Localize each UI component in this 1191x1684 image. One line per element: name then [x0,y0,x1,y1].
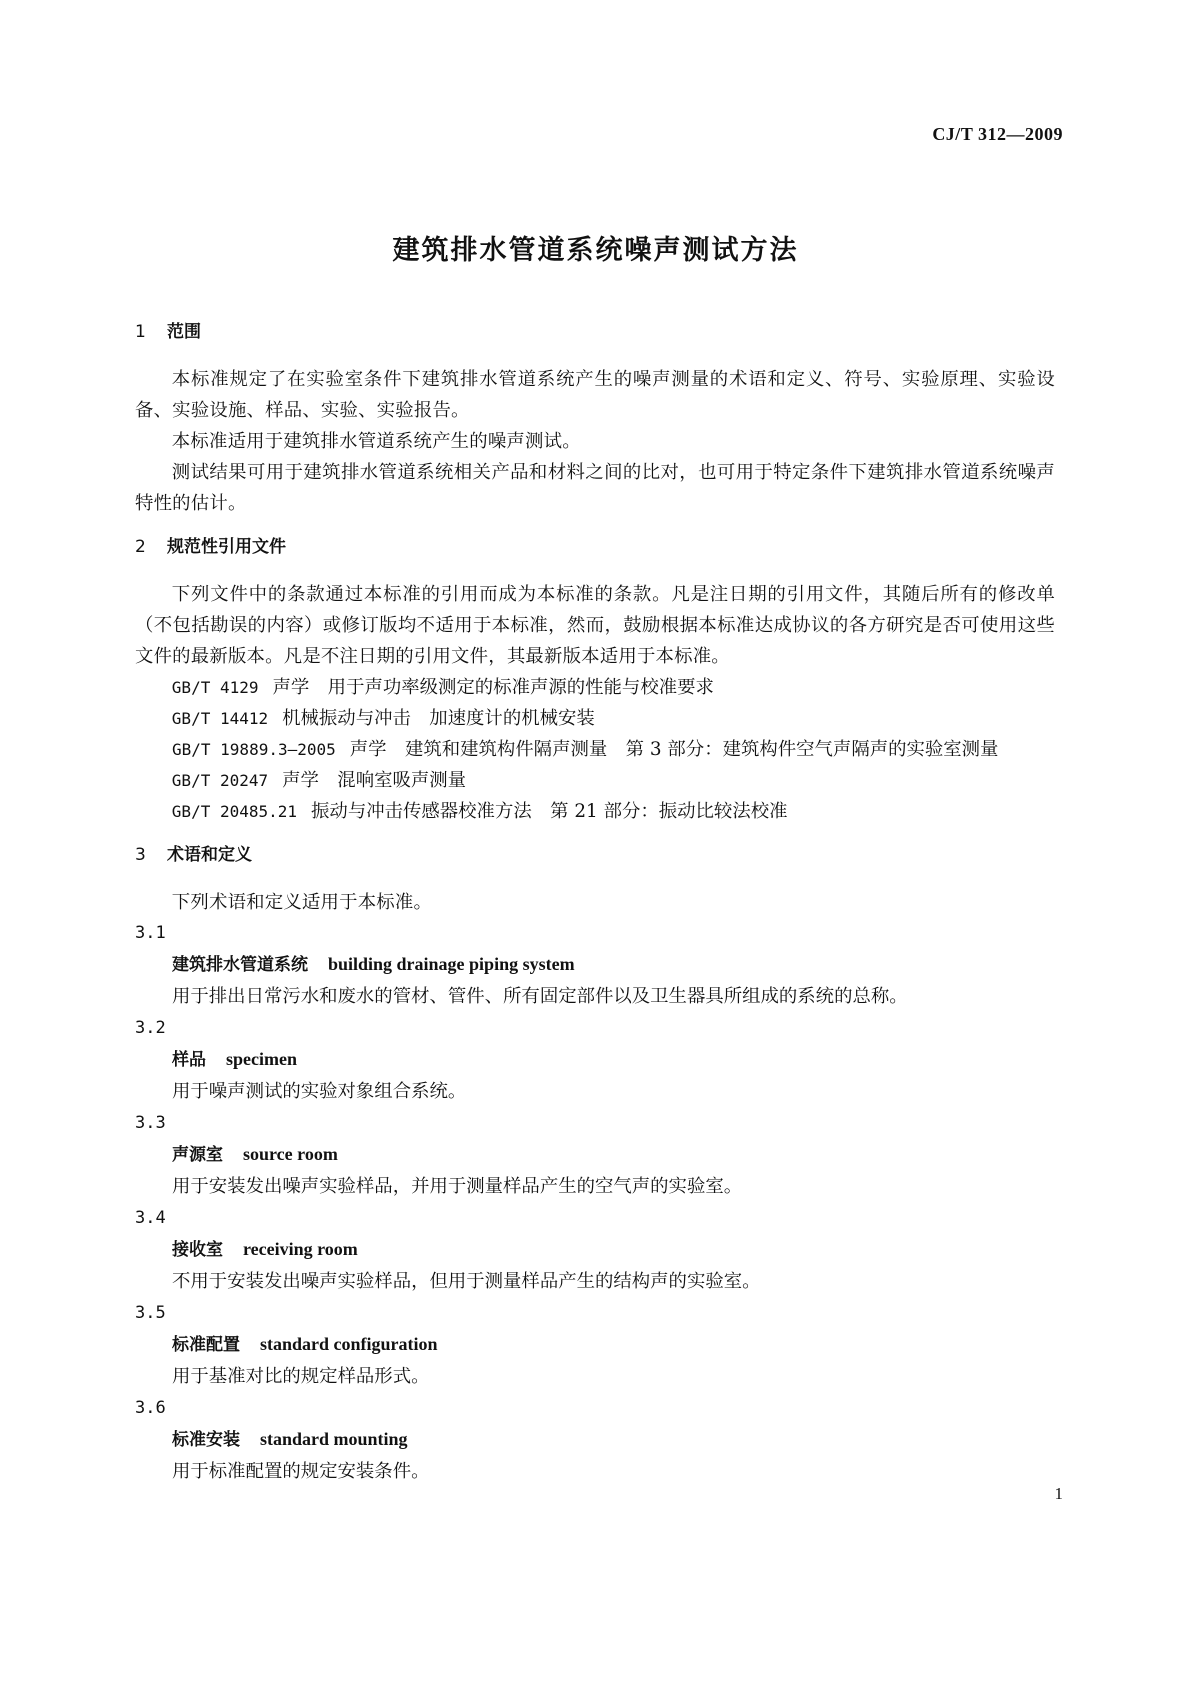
term-definition: 用于基准对比的规定样品形式。 [172,1366,430,1387]
term-number: 3.2 [135,1018,166,1038]
reference-code: GB/T 20485.21 [171,802,298,821]
term-name [135,1234,1055,1266]
term-en: specimen [226,1049,297,1069]
reference-code: GB/T 14412 [171,709,269,728]
section-heading-terms-definitions [135,841,1055,869]
term-entry [135,1013,1055,1107]
term-en: building drainage piping system [328,954,575,974]
term-entry [135,1108,1055,1202]
term-definition: 用于噪声测试的实验对象组合系统。 [172,1081,467,1102]
term-entry [135,918,1055,1012]
reference-text: 声学 建筑和建筑构件隔声测量 第 3 部分：建筑构件空气声隔声的实验室测量 [349,739,999,760]
section-number: 2 [135,537,146,557]
term-cn: 样品 [172,1050,206,1070]
paragraph: 本标准适用于建筑排水管道系统产生的噪声测试。 [171,431,581,452]
term-en: standard mounting [260,1429,408,1449]
term-name [135,1044,1055,1076]
term-name [135,949,1055,981]
term-entry [135,1393,1055,1487]
reference-code: GB/T 4129 [171,678,259,697]
section-number: 1 [135,322,146,342]
term-name [135,1329,1055,1361]
term-entry [135,1203,1055,1297]
reference-code: GB/T 19889.3—2005 [172,740,336,759]
term-number: 3.6 [135,1398,166,1418]
term-cn: 建筑排水管道系统 [172,955,308,975]
reference-text: 机械振动与冲击 加速度计的机械安装 [282,708,595,729]
section-number: 3 [135,845,146,865]
reference-item [135,734,1055,765]
reference-item [135,796,1055,827]
section-title: 范围 [167,322,201,342]
term-cn: 标准配置 [172,1335,240,1355]
paragraph: 测试结果可用于建筑排水管道系统相关产品和材料之间的比对，也可用于特定条件下建筑排水管道系统噪声特性的估计。 [135,462,1055,514]
term-number: 3.3 [135,1113,166,1133]
document-body [135,318,1055,1488]
section-heading-scope [135,318,1055,346]
term-definition: 用于标准配置的规定安装条件。 [172,1461,430,1482]
term-number: 3.1 [135,923,166,943]
term-definition: 用于排出日常污水和废水的管材、管件、所有固定部件以及卫生器具所组成的系统的总称。 [172,986,908,1007]
paragraph: 下列文件中的条款通过本标准的引用而成为本标准的条款。凡是注日期的引用文件，其随后所有的修改单（不包括勘误的内容）或修订版均不适用于本标准，然而，鼓励根据本标准达成协议的各方研究是否可使用这些文件的最新版本。凡是不注日期的引用文件，其最新版本适用于本标准。 [135,584,1055,667]
reference-item [135,765,1055,796]
term-definition: 不用于安装发出噪声实验样品，但用于测量样品产生的结构声的实验室。 [172,1271,761,1292]
term-en: source room [243,1144,338,1164]
section-title: 术语和定义 [167,845,252,865]
term-cn: 接收室 [172,1240,223,1260]
section-heading-normative-references [135,533,1055,561]
reference-text: 声学 用于声功率级测定的标准声源的性能与校准要求 [272,677,714,698]
term-cn: 声源室 [172,1145,223,1165]
term-number: 3.5 [135,1303,166,1323]
reference-text: 振动与冲击传感器校准方法 第 21 部分：振动比较法校准 [311,801,788,822]
term-name [135,1424,1055,1456]
page-title: 建筑排水管道系统噪声测试方法 [392,235,799,266]
term-entry [135,1298,1055,1392]
term-name [135,1139,1055,1171]
paragraph: 下列术语和定义适用于本标准。 [171,892,433,913]
paragraph: 本标准规定了在实验室条件下建筑排水管道系统产生的噪声测量的术语和定义、符号、实验原理、实验设备、实验设施、样品、实验、实验报告。 [135,369,1055,421]
term-cn: 标准安装 [172,1430,240,1450]
reference-item [135,703,1055,734]
reference-item [135,672,1055,703]
section-title: 规范性引用文件 [167,537,286,557]
reference-code: GB/T 20247 [171,771,269,790]
term-definition: 用于安装发出噪声实验样品，并用于测量样品产生的空气声的实验室。 [172,1176,743,1197]
term-en: receiving room [243,1239,358,1259]
term-en: standard configuration [260,1334,438,1354]
reference-text: 声学 混响室吸声测量 [282,770,467,791]
term-number: 3.4 [135,1208,166,1228]
page-number: 1 [1054,1484,1063,1503]
document-code: CJ/T 312—2009 [932,124,1063,144]
